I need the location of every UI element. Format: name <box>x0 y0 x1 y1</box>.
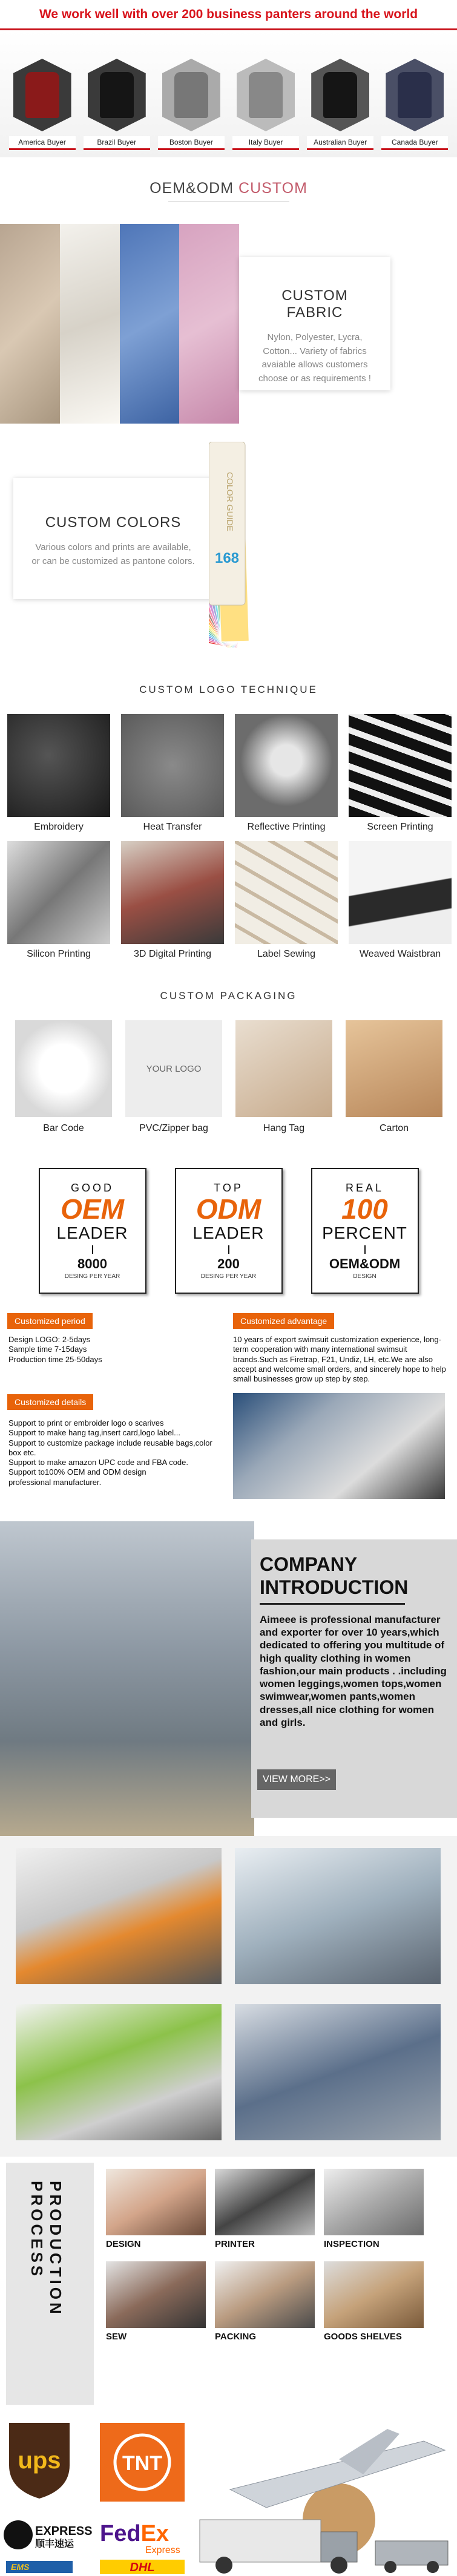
divider <box>168 201 289 202</box>
buyer-label: Brazil Buyer <box>84 136 150 150</box>
pack-item <box>15 1020 112 1134</box>
title-dark: OEM&ODM <box>150 180 234 197</box>
logo-item <box>349 714 452 833</box>
logistics-logos <box>0 2417 457 2576</box>
buyer-garment-photo <box>386 59 444 131</box>
buyer-garment-photo <box>162 59 220 131</box>
buyer-garment-photo <box>311 59 369 131</box>
details-line: Support to print or embroider logo o scarives <box>8 1418 164 1427</box>
section-title <box>150 180 307 197</box>
sf-logo-icon <box>4 2520 33 2549</box>
logo-item <box>235 841 338 960</box>
company-body: Aimeee is professional manufacturer and exporter for over 10 years,which dedicated to offering you multitude of high quality clothing in women fashion,our main products . .including women leggings,women tops,women swimwear,women pants,women dresses,all nice clothing for women and girls. <box>260 1613 447 1728</box>
logo-item-label: Label Sewing <box>257 949 316 959</box>
ups-text: ups <box>18 2447 61 2474</box>
colors-info-card <box>13 478 213 599</box>
logo-item <box>121 714 224 833</box>
label-sewing-photo <box>235 841 338 944</box>
badge-mid: LEADER <box>192 1224 265 1243</box>
production-process <box>0 2157 457 2417</box>
logo-item-label: Weaved Waistbran <box>359 949 441 959</box>
buyer-card <box>9 59 76 150</box>
logo-technique-heading: CUSTOM LOGO TECHNIQUE <box>139 684 318 695</box>
badge-small: DESING PER YEAR <box>64 1273 120 1280</box>
colors-desc: Various colors and prints are available, or can be customized as pantone colors. <box>31 542 195 566</box>
banner-text: We work well with over 200 business panters around the world <box>39 7 418 21</box>
packaging-heading: CUSTOM PACKAGING <box>160 990 297 1001</box>
bag-print-text: YOUR LOGO <box>146 1063 202 1074</box>
process-step-label: INSPECTION <box>324 2239 380 2249</box>
3d-digital-printing-photo <box>121 841 224 944</box>
badge-top: GOOD <box>70 1181 114 1194</box>
guide-label: COLOR GUIDE <box>225 472 235 532</box>
title-rule <box>260 1603 405 1605</box>
process-step <box>324 2169 424 2249</box>
pack-item-label: Carton <box>379 1123 409 1133</box>
office-photo <box>16 1848 222 1984</box>
sf-en-text: EXPRESS <box>35 2525 93 2538</box>
logo-item <box>7 841 110 960</box>
logo-technique-grid <box>0 714 457 972</box>
custom-fabric-section <box>0 224 457 442</box>
process-title-panel <box>6 2163 94 2405</box>
pack-item-label: Hang Tag <box>263 1123 305 1133</box>
logo-item <box>349 841 452 960</box>
buyer-card <box>307 59 373 150</box>
period-line: Design LOGO: 2-5days <box>8 1335 91 1344</box>
packaging-grid <box>0 1020 457 1152</box>
weaved-waistband-photo <box>349 841 452 944</box>
design-step-photo <box>106 2169 206 2235</box>
customized-info-section <box>0 1309 457 1521</box>
buyer-garment-photo <box>13 59 71 131</box>
sf-cn-text: 顺丰速运 <box>35 2538 74 2549</box>
custom-colors-section <box>0 442 457 666</box>
buyer-label: Boston Buyer <box>158 136 225 150</box>
title-pink: CUSTOM <box>238 180 307 197</box>
logo-item-label: Reflective Printing <box>247 822 326 832</box>
badge-top: REAL <box>345 1181 384 1194</box>
truck-icon <box>200 2520 321 2562</box>
details-line: Support to make hang tag,insert card,logo label... <box>8 1428 181 1438</box>
badge-num: 200 <box>217 1256 240 1272</box>
badge-top: TOP <box>214 1181 243 1194</box>
buyer-card <box>84 59 150 150</box>
process-step-label: PACKING <box>215 2332 257 2342</box>
details-line: Support to make amazon UPC code and FBA code. <box>8 1458 189 1467</box>
pack-item <box>125 1020 222 1134</box>
odm-leader-badge <box>175 1168 283 1294</box>
company-title-1: COMPANY <box>260 1553 358 1575</box>
buyer-label: Canada Buyer <box>381 136 448 150</box>
process-step-label: DESIGN <box>106 2239 141 2249</box>
badge-divider <box>92 1245 93 1254</box>
buyer-label: Italy Buyer <box>232 136 299 150</box>
badge-mid: PERCENT <box>322 1224 407 1243</box>
badge-mid: LEADER <box>56 1224 128 1243</box>
buyer-garment-photo <box>237 59 295 131</box>
logo-item <box>235 714 338 833</box>
pack-item <box>235 1020 332 1134</box>
workshop-photo <box>235 1848 441 1984</box>
buyer-card <box>381 59 448 150</box>
design-office-photo <box>16 2004 222 2140</box>
heat-transfer-photo <box>121 714 224 817</box>
guide-number: 168 <box>214 550 240 566</box>
buyers-row <box>0 30 457 157</box>
details-line: professional manufacturer. <box>8 1477 102 1487</box>
fedex-ex: Ex <box>140 2521 169 2546</box>
badge-big: OEM <box>61 1193 124 1225</box>
fabric-desc: Nylon, Polyester, Lycra, Cotton... Variety of fabrics avaiable allows customers choose or as requirements ! <box>258 332 371 384</box>
period-line: Production time 25-50days <box>8 1354 102 1364</box>
process-step <box>215 2261 315 2342</box>
fedex-logo <box>100 2521 169 2546</box>
badge-num: OEM&ODM <box>329 1256 401 1272</box>
ems-text: EMS <box>11 2562 30 2572</box>
screen-printing-photo <box>349 714 452 817</box>
fabric-swatches-photo <box>0 224 239 424</box>
hang-tag-photo <box>235 1020 332 1117</box>
details-tag: Customized details <box>7 1394 93 1410</box>
details-line: Support to customize package include reusable bags,color box etc. <box>8 1438 212 1457</box>
dhl-text: DHL <box>130 2561 155 2574</box>
fabric-title: CUSTOM FABRIC <box>281 287 348 321</box>
colors-title: CUSTOM COLORS <box>45 514 182 531</box>
process-step-label: PRINTER <box>215 2239 255 2249</box>
process-step <box>215 2169 315 2249</box>
packing-step-photo <box>215 2261 315 2328</box>
details-line: Support to100% OEM and ODM design <box>8 1467 146 1477</box>
goods-shelves-photo <box>324 2261 424 2328</box>
details-text <box>8 1418 226 1487</box>
reflective-printing-photo <box>235 714 338 817</box>
process-step <box>106 2169 206 2249</box>
percent-badge <box>311 1168 419 1294</box>
partners-banner <box>0 0 457 30</box>
buyer-card <box>158 59 225 150</box>
inspection-step-photo <box>324 2169 424 2235</box>
badge-big: 100 <box>341 1193 388 1225</box>
sew-step-photo <box>106 2261 206 2328</box>
pack-item <box>346 1020 442 1134</box>
zipper-bag-photo <box>125 1020 222 1117</box>
logo-item-label: Embroidery <box>34 822 84 832</box>
buyer-card <box>232 59 299 150</box>
process-step-label: GOODS SHELVES <box>324 2332 402 2342</box>
logo-item-label: Screen Printing <box>367 822 433 832</box>
pack-item-label: Bar Code <box>43 1123 84 1133</box>
fedex-sub: Express <box>145 2545 180 2555</box>
buyer-label: America Buyer <box>9 136 76 150</box>
van-icon <box>375 2541 448 2565</box>
fedex-fed: Fed <box>100 2521 141 2546</box>
oem-leader-badge <box>39 1168 146 1294</box>
advantage-tag: Customized advantage <box>233 1313 334 1329</box>
logo-item <box>7 714 110 833</box>
leader-badges <box>0 1152 457 1309</box>
factory-photos <box>0 1836 457 2157</box>
badge-small: DESIGN <box>353 1273 376 1280</box>
process-step <box>324 2261 424 2342</box>
color-guide-fan-icon <box>209 442 451 647</box>
badge-small: DESING PER YEAR <box>200 1273 257 1280</box>
fabric-info-card <box>239 257 390 390</box>
printer-step-photo <box>215 2169 315 2235</box>
embroidery-photo <box>7 714 110 817</box>
period-line: Sample time 7-15days <box>8 1345 87 1354</box>
logo-item-label: Heat Transfer <box>143 822 202 832</box>
company-introduction <box>0 1521 457 1836</box>
oem-odm-heading <box>0 157 457 224</box>
logo-item-label: Silicon Printing <box>27 949 91 959</box>
process-grid <box>106 2169 424 2342</box>
buyer-label: Australian Buyer <box>307 136 373 150</box>
badge-divider <box>364 1245 366 1254</box>
warehouse-photo <box>235 2004 441 2140</box>
logo-item <box>121 841 224 960</box>
view-more-button[interactable]: VIEW MORE>> <box>257 1769 336 1790</box>
silicon-printing-photo <box>7 841 110 944</box>
logistics-partners <box>0 2417 457 2576</box>
building-photo <box>0 1521 254 1836</box>
carton-photo <box>346 1020 442 1117</box>
advantage-text: 10 years of export swimsuit customization experience, long-term cooperation with many international swimsuit brands.Such as Firetrap, F21, Undiz, LH, etc.We are also accept and welcome small orders, and sincerely hope to help small businesses grow up step by step. <box>233 1335 446 1383</box>
period-text <box>8 1335 220 1365</box>
logo-item-label: 3D Digital Printing <box>133 949 212 959</box>
process-title: PRODUCTION PROCESS <box>28 2181 65 2317</box>
sewing-machine-photo <box>233 1393 445 1499</box>
tnt-text: TNT <box>122 2452 163 2475</box>
bar-code-photo <box>15 1020 112 1117</box>
badge-big: ODM <box>196 1193 261 1225</box>
buyer-garment-photo <box>88 59 146 131</box>
company-title-2: INTRODUCTION <box>260 1576 409 1599</box>
process-step-label: SEW <box>106 2332 127 2342</box>
badge-divider <box>228 1245 229 1254</box>
pack-item-label: PVC/Zipper bag <box>139 1123 208 1133</box>
period-tag: Customized period <box>7 1313 93 1329</box>
process-step <box>106 2261 206 2342</box>
badge-num: 8000 <box>77 1256 107 1272</box>
